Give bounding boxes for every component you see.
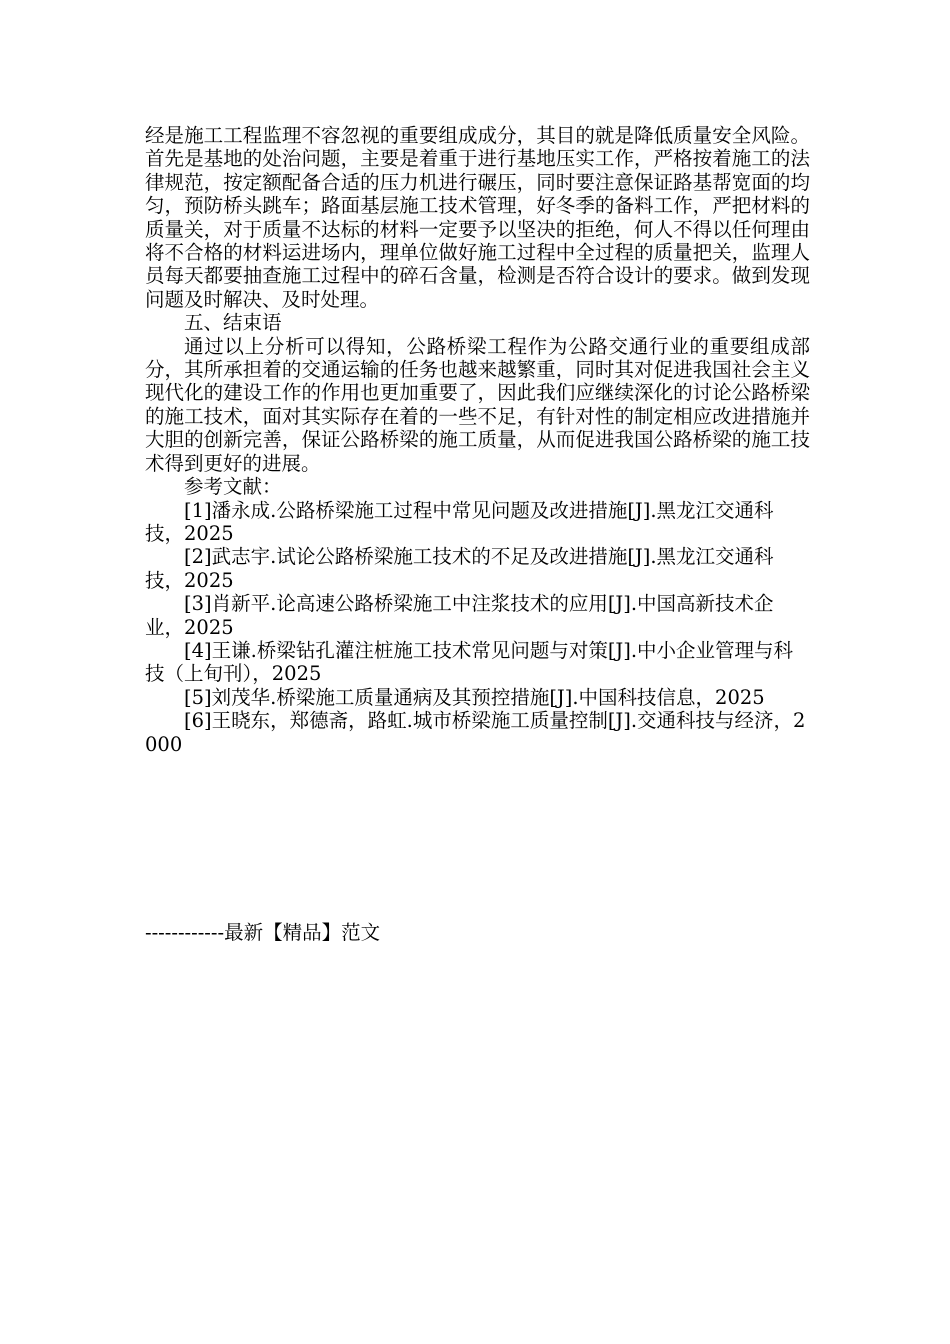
reference-item: [6]王晓东，郑德斋，路虹.城市桥梁施工质量控制[J].交通科技与经济，2000 (145, 709, 806, 756)
footer-text: ------------最新【精品】范文 (145, 921, 381, 944)
section-heading-conclusion: 五、结束语 (184, 311, 282, 335)
reference-item: [5]刘茂华.桥梁施工质量通病及其预控措施[J].中国科技信息，2025 (184, 685, 765, 709)
document-body (145, 124, 810, 756)
reference-item: [4]王谦.桥梁钻孔灌注桩施工技术常见问题与对策[J].中小企业管理与科技（上旬刊），2025 (145, 638, 794, 686)
references-heading: 参考文献： (184, 475, 282, 499)
paragraph-continuation: 经是施工工程监理不容忽视的重要组成成分，其目的就是降低质量安全风险。首先是基地的处治问题，主要是着重于进行基地压实工作，严格按着施工的法律规范，按定额配备合适的压力机进行碾压，同时要注意保证路基帮宽面的均匀，预防桥头跳车；路面基层施工技术管理，好冬季的备料工作，严把材料的质量关，对于质量不达标的材料一定要予以坚决的拒绝，何人不得以任何理由将不合格的材料运进场内，理单位做好施工过程中全过程的质量把关，监理人员每天都要抽查施工过程中的碎石含量，检测是否符合设计的要求。做到发现问题及时解决、及时处理。 (145, 124, 810, 311)
reference-item: [1]潘永成.公路桥梁施工过程中常见问题及改进措施[J].黑龙江交通科技，2025 (145, 498, 774, 545)
paragraph-conclusion: 通过以上分析可以得知，公路桥梁工程作为公路交通行业的重要组成部分，其所承担着的交通运输的任务也越来越繁重，同时其对促进我国社会主义现代化的建设工作的作用也更加重要了，因此我们应继续深化的讨论公路桥梁的施工技术，面对其实际存在着的一些不足，有针对性的制定相应改进措施并大胆的创新完善，保证公路桥梁的施工质量，从而促进我国公路桥梁的施工技术得到更好的进展。 (145, 334, 810, 475)
reference-item: [2]武志宇.试论公路桥梁施工技术的不足及改进措施[J].黑龙江交通科技，2025 (145, 545, 774, 592)
reference-item: [3]肖新平.论高速公路桥梁施工中注浆技术的应用[J].中国高新技术企业，2025 (145, 592, 774, 639)
